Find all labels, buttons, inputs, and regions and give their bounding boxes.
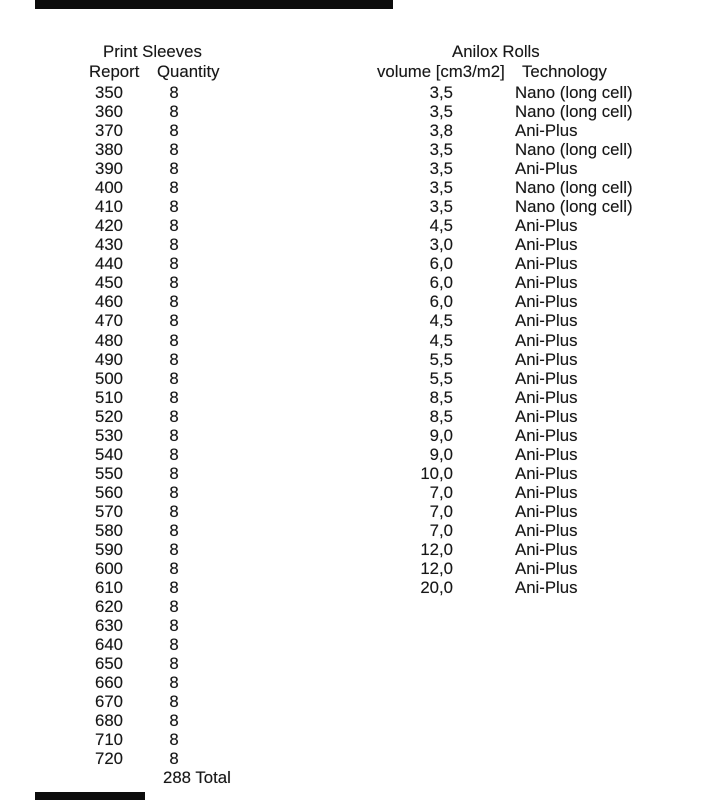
quantity-value: 8 (169, 311, 179, 331)
report-value: 640 (95, 635, 123, 655)
volume-value: 8,5 (429, 406, 453, 426)
technology-value: Ani-Plus (515, 349, 578, 369)
report-value: 430 (95, 235, 123, 255)
table-row (0, 445, 710, 464)
table-row (0, 464, 710, 483)
technology-value: Ani-Plus (515, 578, 578, 598)
table-row (0, 692, 710, 711)
table-row (0, 540, 710, 559)
report-value: 660 (95, 673, 123, 693)
table-row (0, 483, 710, 502)
table-row (0, 426, 710, 445)
technology-value: Ani-Plus (515, 235, 578, 255)
report-value: 380 (95, 140, 123, 160)
quantity-value: 8 (169, 749, 179, 769)
quantity-value: 8 (169, 349, 179, 369)
quantity-value: 8 (169, 121, 179, 141)
table-row (0, 273, 710, 292)
table-row (0, 616, 710, 635)
volume-value: 5,5 (429, 368, 453, 388)
report-value: 680 (95, 711, 123, 731)
quantity-value: 8 (169, 102, 179, 122)
report-value: 500 (95, 368, 123, 388)
volume-value: 3,5 (429, 197, 453, 217)
technology-value: Ani-Plus (515, 559, 578, 578)
volume-value: 3,5 (429, 102, 453, 122)
report-value: 420 (95, 216, 123, 236)
report-value: 570 (95, 501, 123, 521)
technology-value: Ani-Plus (515, 406, 578, 426)
total-row (163, 768, 231, 787)
table-row (0, 407, 710, 426)
table-row (0, 521, 710, 540)
table-row (0, 197, 710, 216)
volume-value: 5,5 (429, 349, 453, 369)
report-value: 720 (95, 749, 123, 769)
table-row (0, 83, 710, 102)
technology-value: Ani-Plus (515, 482, 578, 502)
technology-value: Ani-Plus (515, 387, 578, 407)
table-row (0, 292, 710, 311)
technology-column-header: Technology (522, 62, 607, 81)
quantity-value: 8 (169, 501, 179, 521)
volume-value: 12,0 (420, 559, 453, 578)
quantity-value: 8 (169, 635, 179, 655)
volume-value: 7,0 (429, 501, 453, 521)
quantity-value: 8 (169, 406, 179, 426)
quantity-value: 8 (169, 520, 179, 540)
quantity-value: 8 (169, 578, 179, 598)
quantity-value: 8 (169, 654, 179, 674)
report-value: 600 (95, 559, 123, 578)
technology-value: Nano (long cell) (515, 102, 633, 122)
table-row (0, 216, 710, 235)
volume-value: 7,0 (429, 520, 453, 540)
report-value: 470 (95, 311, 123, 331)
quantity-value: 8 (169, 692, 179, 712)
quantity-value: 8 (169, 730, 179, 750)
volume-value: 3,5 (429, 178, 453, 198)
scan-artifact-bottom-bar (35, 792, 145, 800)
quantity-value: 8 (169, 482, 179, 502)
volume-value: 3,5 (429, 140, 453, 160)
report-value: 710 (95, 730, 123, 750)
technology-value: Ani-Plus (515, 121, 578, 141)
quantity-value: 8 (169, 425, 179, 445)
quantity-value: 8 (169, 387, 179, 407)
quantity-value: 8 (169, 673, 179, 693)
report-value: 530 (95, 425, 123, 445)
report-value: 460 (95, 292, 123, 312)
table-row (0, 331, 710, 350)
table-row (0, 140, 710, 159)
quantity-value: 8 (169, 178, 179, 198)
quantity-value: 8 (169, 597, 179, 617)
table-row (0, 311, 710, 330)
report-value: 400 (95, 178, 123, 198)
volume-value: 4,5 (429, 311, 453, 331)
technology-value: Ani-Plus (515, 254, 578, 274)
volume-value: 8,5 (429, 387, 453, 407)
table-row (0, 254, 710, 273)
report-value: 580 (95, 520, 123, 540)
report-value: 560 (95, 482, 123, 502)
quantity-value: 8 (169, 711, 179, 731)
report-value: 590 (95, 539, 123, 559)
quantity-value: 8 (169, 463, 179, 483)
quantity-value: 8 (169, 159, 179, 179)
report-value: 490 (95, 349, 123, 369)
technology-value: Ani-Plus (515, 330, 578, 350)
technology-value: Nano (long cell) (515, 140, 633, 160)
quantity-value: 8 (169, 444, 179, 464)
quantity-value: 8 (169, 273, 179, 293)
quantity-value: 8 (169, 197, 179, 217)
volume-value: 3,0 (429, 235, 453, 255)
quantity-value: 8 (169, 616, 179, 636)
technology-value: Nano (long cell) (515, 178, 633, 198)
volume-value: 20,0 (420, 578, 453, 598)
quantity-value: 8 (169, 368, 179, 388)
technology-value: Ani-Plus (515, 368, 578, 388)
table-row (0, 578, 710, 597)
quantity-value: 8 (169, 292, 179, 312)
table-row (0, 350, 710, 369)
report-value: 410 (95, 197, 123, 217)
volume-value: 9,0 (429, 425, 453, 445)
quantity-value: 8 (169, 559, 179, 578)
quantity-value: 8 (169, 254, 179, 274)
volume-value: 3,5 (429, 159, 453, 179)
report-column-header: Report (89, 62, 140, 81)
technology-value: Ani-Plus (515, 311, 578, 331)
technology-value: Ani-Plus (515, 463, 578, 483)
volume-value: 6,0 (429, 273, 453, 293)
volume-value: 9,0 (429, 444, 453, 464)
technology-value: Nano (long cell) (515, 197, 633, 217)
quantity-value: 8 (169, 235, 179, 255)
anilox-rolls-title: Anilox Rolls (452, 42, 540, 61)
scan-artifact-top-bar (35, 0, 393, 9)
technology-value: Ani-Plus (515, 425, 578, 445)
report-value: 390 (95, 159, 123, 179)
report-value: 450 (95, 273, 123, 293)
report-value: 610 (95, 578, 123, 598)
table-row (0, 102, 710, 121)
table-row (0, 502, 710, 521)
volume-column-header: volume [cm3/m2] (377, 62, 505, 81)
report-value: 360 (95, 102, 123, 122)
report-value: 350 (95, 83, 123, 102)
volume-value: 3,8 (429, 121, 453, 141)
table-row (0, 559, 710, 578)
volume-value: 3,5 (429, 83, 453, 102)
technology-value: Ani-Plus (515, 216, 578, 236)
quantity-value: 8 (169, 330, 179, 350)
table-row (0, 730, 710, 749)
quantity-value: 8 (169, 83, 179, 102)
quantity-value: 8 (169, 539, 179, 559)
table-row (0, 388, 710, 407)
volume-value: 4,5 (429, 216, 453, 236)
table-row (0, 159, 710, 178)
report-value: 670 (95, 692, 123, 712)
volume-value: 6,0 (429, 292, 453, 312)
volume-value: 6,0 (429, 254, 453, 274)
table-row (0, 235, 710, 254)
technology-value: Ani-Plus (515, 273, 578, 293)
table-row (0, 749, 710, 768)
report-value: 440 (95, 254, 123, 274)
technology-value: Ani-Plus (515, 444, 578, 464)
volume-value: 7,0 (429, 482, 453, 502)
table-row (0, 369, 710, 388)
technology-value: Ani-Plus (515, 501, 578, 521)
report-value: 650 (95, 654, 123, 674)
report-value: 510 (95, 387, 123, 407)
table-row (0, 654, 710, 673)
quantity-value: 8 (169, 216, 179, 236)
technology-value: Ani-Plus (515, 292, 578, 312)
table-row (0, 121, 710, 140)
table-row (0, 673, 710, 692)
technology-value: Ani-Plus (515, 539, 578, 559)
report-value: 620 (95, 597, 123, 617)
report-value: 370 (95, 121, 123, 141)
technology-value: Ani-Plus (515, 159, 578, 179)
volume-value: 4,5 (429, 330, 453, 350)
report-value: 550 (95, 463, 123, 483)
report-value: 480 (95, 330, 123, 350)
volume-value: 10,0 (420, 463, 453, 483)
technology-value: Ani-Plus (515, 520, 578, 540)
volume-value: 12,0 (420, 539, 453, 559)
report-value: 630 (95, 616, 123, 636)
print-sleeves-title: Print Sleeves (103, 42, 202, 61)
table-row (0, 635, 710, 654)
table-row (0, 178, 710, 197)
quantity-value: 8 (169, 140, 179, 160)
quantity-column-header: Quantity (157, 62, 220, 81)
table-row (0, 597, 710, 616)
report-value: 520 (95, 406, 123, 426)
report-value: 540 (95, 444, 123, 464)
technology-value: Nano (long cell) (515, 83, 633, 102)
table-row (0, 711, 710, 730)
total-value: 288 Total (163, 768, 231, 787)
